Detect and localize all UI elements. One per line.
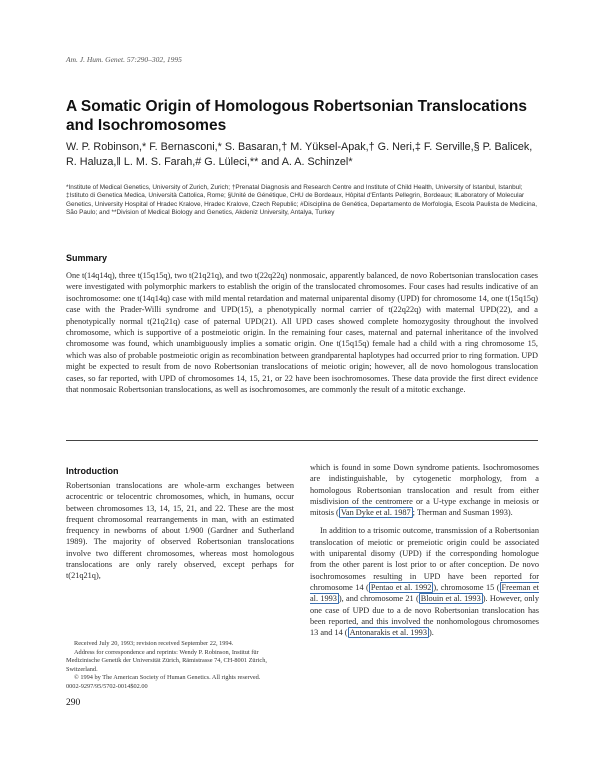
section-divider: [66, 440, 538, 441]
footnotes: [66, 640, 294, 692]
citation-link-blouin[interactable]: Blouin et al. 1993: [420, 594, 481, 604]
intro-p1-end: ; Therman and Susman 1993).: [412, 508, 513, 518]
citation-link-pentao[interactable]: Pentao et al. 1992: [370, 582, 432, 592]
introduction-left-column: Robertsonian translocations are whole-arm exchanges between acrocentric or telocentric chromosomes, which, in humans, occur between chromosomes 13, 14, 15, 21, and 22. These are the most frequent chromosomal rearrangements in man, with an estimated frequency in newborns of about 1/900 (Gardner and Sutherland 1989). The majority of observed Robertsonian translocations involve two different chromosomes, whereas most homologous translocations are only rarely observed, except perhaps for t(21q21q),: [66, 481, 294, 581]
intro-p2-text-b: ), chromosome 15 (: [433, 582, 500, 592]
intro-p2-text-e: ).: [428, 628, 434, 638]
intro-p2-text-c: ), and chromosome 21 (: [338, 594, 419, 604]
citation-link-antonarakis[interactable]: Antonarakis et al. 1993: [349, 628, 427, 638]
affiliations: *Institute of Medical Genetics, University of Zurich, Zurich; †Prenatal Diagnosis and Research Centre and Institute of Child Health, University of Istanbul, Istanbul; ‡Istituto di Genetica Medica, Università Cattolica, Rome; §Unité de Génétique, CHU de Bordeaux, Hôpital d'Enfants Pellegrin, Bordeaux; ‖Laboratory of Molecular Genetics, University Hospital of Hradec Kralove, Hradec Kralove, Czech Republic; #Disciplina de Genética, Departamento de Morfologia, Escola Paulista de Medicina, São Paulo; and **Division of Medical Biology and Genetics, Akdeniz University, Antalya, Turkey: [66, 184, 538, 217]
author-list: W. P. Robinson,* F. Bernasconi,* S. Basaran,† M. Yüksel-Apak,† G. Neri,‡ F. Serville,§ P. Balicek, R. Haluza,‖ L. M. S. Farah,# G. Lüleci,** and A. A. Schinzel*: [66, 141, 533, 168]
citation-link-van-dyke[interactable]: Van Dyke et al. 1987: [340, 508, 411, 518]
intro-p2-text-a: In addition to a trisomic outcome, transmission of a Robertsonian translocation of meiotic or premeiotic origin could be associated with uniparental disomy (UPD) if the corresponding homologue from the other parent is lost prior to or after conception. De novo isochromosomes resulting in UPD have been reported for chromosome 14 (: [310, 526, 539, 592]
intro-p2-text-d: ). However, only one case of UPD due to a de novo Robertsonian translocation has been reported, and this involved the nonhomologous chromosomes 13 and 14 (: [310, 594, 539, 638]
article-title: A Somatic Origin of Homologous Robertsonian Translocations and Isochromosomes: [66, 98, 528, 134]
footnote-copyright: © 1994 by The American Society of Human Genetics. All rights reserved.: [74, 674, 261, 682]
summary-heading: Summary: [66, 253, 108, 263]
intro-paragraph-2: [310, 525, 539, 638]
footnote-address: Address for correspondence and reprints: Wendy P. Robinson, Institut für Medizinische Genetik der Universität Zürich, Rämistrasse 74, CH-8001 Zürich, Switzerland.: [66, 648, 267, 673]
journal-citation: Am. J. Hum. Genet. 57:290–302, 1995: [66, 55, 182, 64]
citation-link-freeman[interactable]: Freeman et al. 1993: [310, 582, 539, 604]
intro-p1-text: which is found in some Down syndrome patients. Isochromosomes are indistinguishable, by cytogenetic morphology, from a homologous Robertsonian translocation and result from either misdivision of the centromere or a U-type exchange in meiosis or mitosis: [310, 463, 539, 518]
footnote-issn: 0002-9297/95/5702-0014$02.00: [66, 682, 148, 690]
intro-paragraph-1: which is found in some Down syndrome patients. Isochromosomes are indistinguishable, by cytogenetic morphology, from a homologous Robertsonian translocation and result from either misdivision of the centromere or a U-type exchange in meiosis or mitosis ( Van Dyke et al. 1987 ; Therman and Susman 1993).: [310, 463, 539, 518]
summary-text: One t(14q14q), three t(15q15q), two t(21q21q), and two t(22q22q) nonmosaic, apparently balanced, de novo Robertsonian translocation cases were investigated with polymorphic markers to establish the origin of the translocated chromosomes. Four cases had results indicative of an isochromosome: one t(14q14q) case with mild mental retardation and maternal uniparental disomy (UPD) for chromosome 14, one t(15q15q) case with the Prader-Willi syndrome and UPD(15), a phenotypically normal carrier of t(22q22q) with maternal UPD(22), and a phenotypically normal t(21q21q) case of paternal UPD(21). All UPD cases showed complete homozygosity throughout the involved chromosome, which is supportive of a postmeiotic origin. In the remaining four cases, maternal and paternal inheritance of the involved chromosome was found, which unambiguously implies a somatic origin. One t(15q15q) female had a child with a ring chromosome 15, which was also of probable postmeiotic origin as recombination between grandparental haplotypes had occurred prior to ring formation. UPD might be expected to result from de novo Robertsonian translocations of meiotic origin; however, all de novo homologous translocation cases, so far reported, with UPD of chromosomes 14, 15, 21, or 22 have been isochromosomes. These data provide the first direct evidence that nonmosaic Robertsonian translocations, as well as isochromosomes, are commonly the result of a mitotic exchange.: [66, 271, 538, 395]
introduction-right-column: [310, 462, 539, 638]
footnote-received: Received July 20, 1993; revision received September 22, 1994.: [74, 640, 234, 647]
introduction-heading: Introduction: [66, 466, 119, 476]
page-number: 290: [66, 698, 81, 708]
